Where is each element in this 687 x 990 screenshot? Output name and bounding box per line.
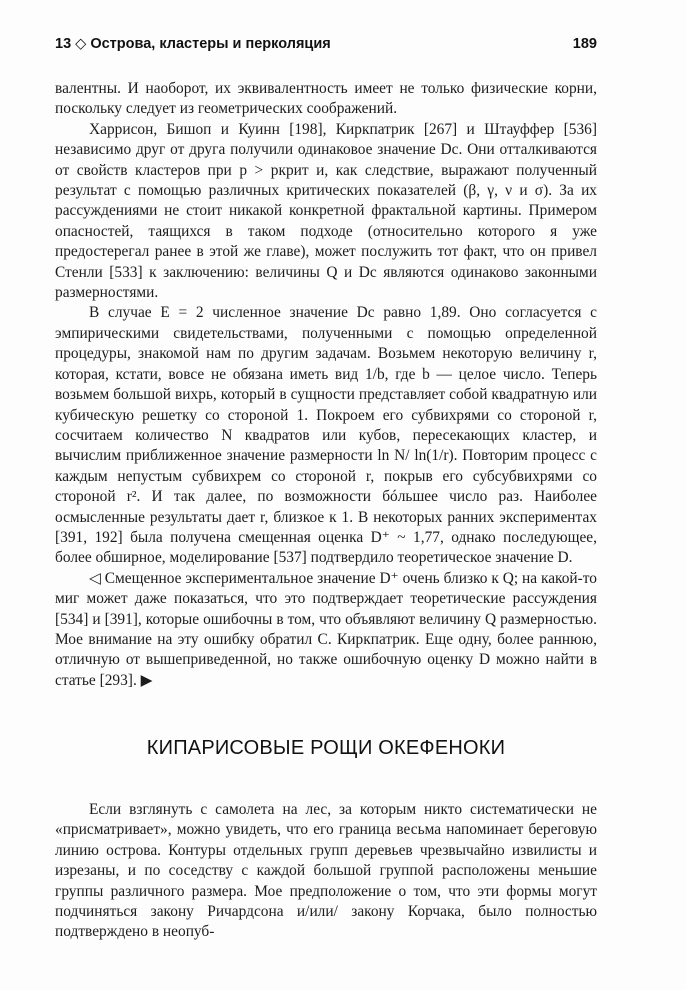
chapter-title: 13 ◇ Острова, кластеры и перколяция bbox=[55, 36, 331, 52]
paragraph: В случае E = 2 численное значение Dc равно 1,89. Оно согласуется с эмпирическими свидетельствами, полученными с помощью определенной процедуры, знакомой нам по другим задачам. Возьмем некоторую величину r, которая, кстати, вовсе не обязана иметь вид 1/b, где b — целое число. Теперь возьмем большой вихрь, который в сущности представляет собой квадратную или кубическую решетку со стороной 1. Покроем его субвихрями со стороной r, сосчитаем количество N квадратов или кубов, пересекающих кластер, и вычислим приближенное значение размерности ln N/ ln(1/r). Повторим процесс с каждым непустым субвихрем со стороной r, покрыв его субсубвихрями со стороной r². И так далее, по возможности бóльшее число раз. Наиболее осмысленные результаты дает r, близкое к 1. В некоторых ранних экспериментах [391, 192] была получена смещенная оценка D⁺ ~ 1,77, однако последующее, более обширное, моделирование [537] подтвердило теоретическое значение D. bbox=[55, 304, 597, 567]
running-header bbox=[55, 36, 597, 56]
section-heading: КИПАРИСОВЫЕ РОЩИ ОКЕФЕНОКИ bbox=[146, 737, 506, 759]
section-text bbox=[55, 800, 597, 943]
paragraph: ◁ Смещенное экспериментальное значение D⁺ очень близко к Q; на какой-то миг может даже показаться, что это подтверждает теоретические рассуждения [534] и [391], которые ошибочны в том, что объявляют величину Q размерностью. Мое внимание на эту ошибку обратил С. Киркпатрик. Еще одну, более раннюю, отличную от вышеприведенной, но также ошибочную оценку D можно найти в статье [293]. ▶ bbox=[55, 569, 597, 689]
paragraph: Харрисон, Бишоп и Куинн [198], Киркпатрик [267] и Штауффер [536] независимо друг от друга получили одинаковое значение Dc. Они отталкиваются от свойств кластеров при p > pкрит и, как следствие, выражают полученный результат с помощью различных критических показателей (β, γ, ν и σ). За их рассуждениями не стоит никакой конкретной фрактальной картины. Примером опасностей, таящихся в таком подходе (относительно которого я уже предостерегал ранее в этой же главе), может послужить тот факт, что он привел Стенли [533] к заключению: величины Q и Dc являются одинаково законными размерностями. bbox=[55, 120, 597, 302]
paragraph: валентны. И наоборот, их эквивалентность имеет не только физические корни, поскольку следует из геометрических соображений. bbox=[55, 80, 597, 118]
page-number: 189 bbox=[572, 36, 597, 52]
main-text bbox=[55, 79, 597, 691]
paragraph: Если взглянуть с самолета на лес, за которым никто систематически не «присматривает», можно увидеть, что его граница весьма напоминает береговую линию острова. Контуры отдельных групп деревьев чрезвычайно извилисты и изрезаны, и по соседству с каждой большой группой расположены меньшие группы различного размера. Мое предположение о том, что эти формы могут подчиняться закону Ричардсона и/или/ закону Корчака, было полностью подтверждено в неопуб- bbox=[55, 801, 597, 941]
